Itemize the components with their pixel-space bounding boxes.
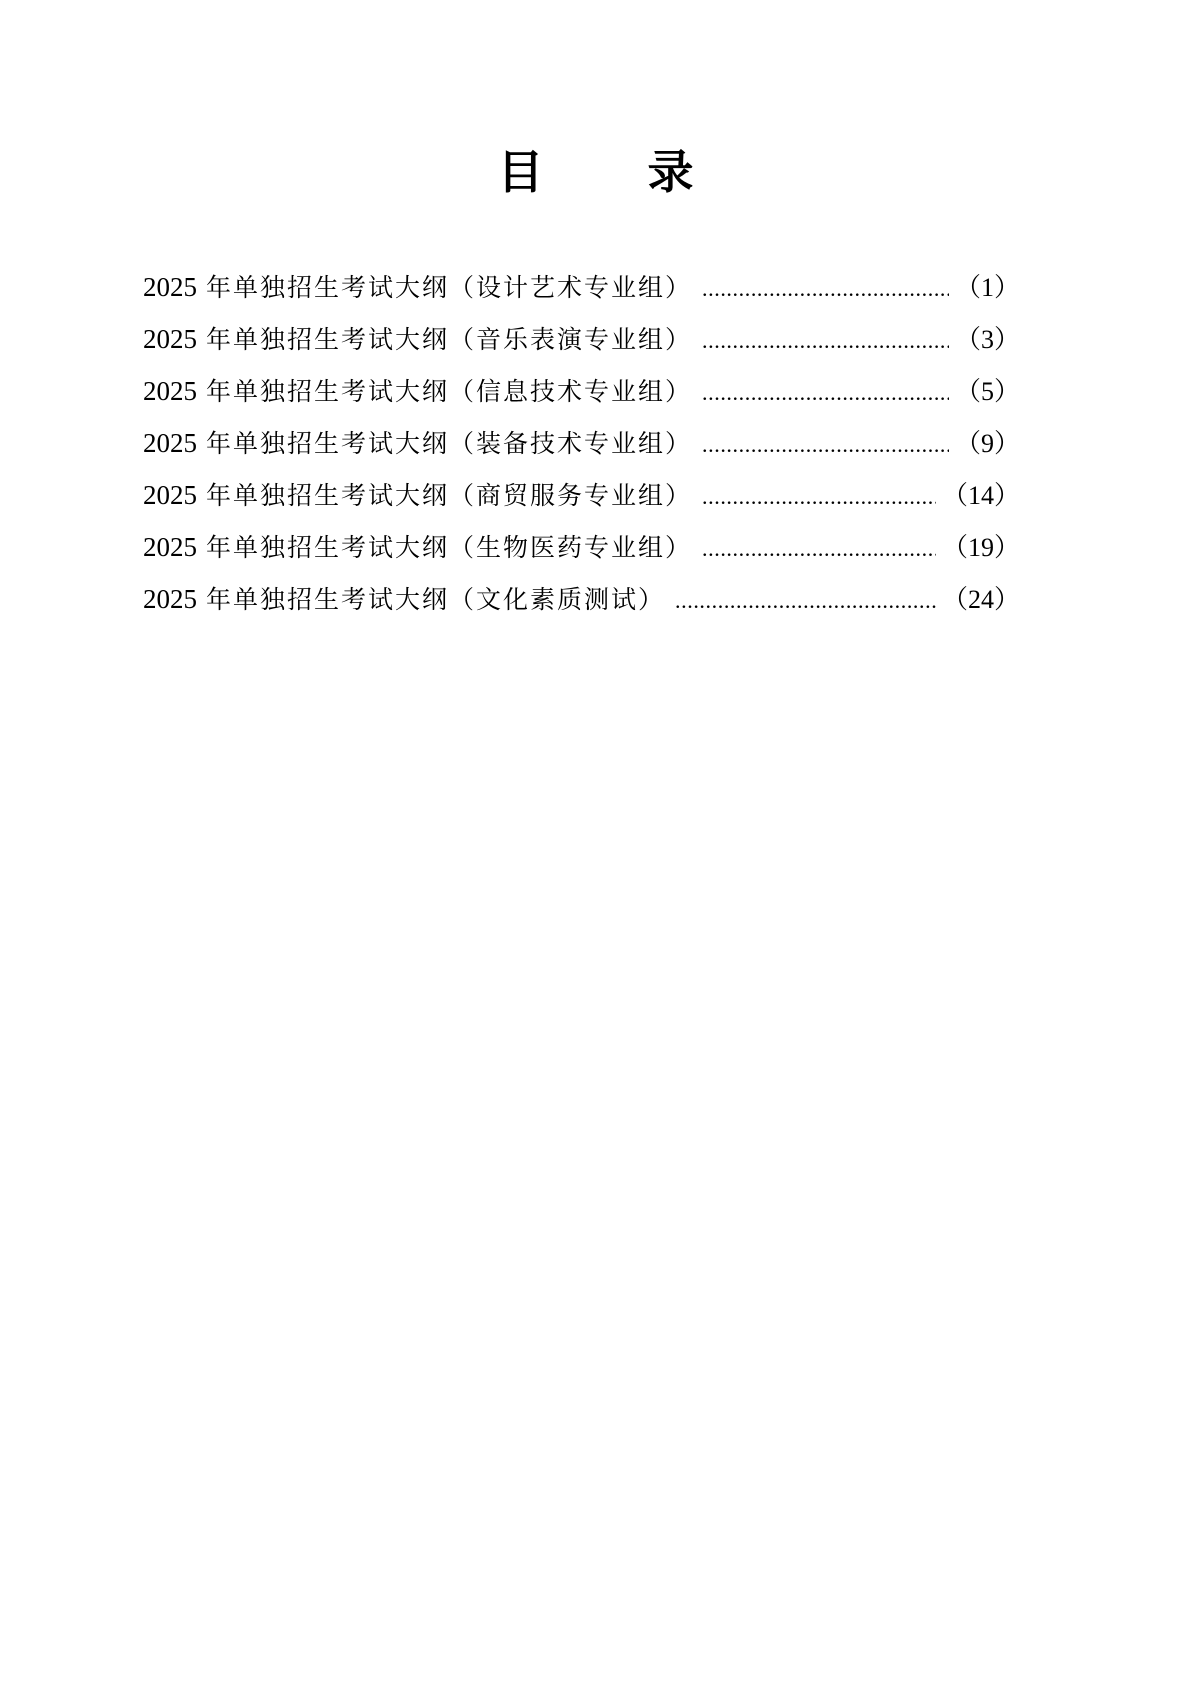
toc-entry-information-technology[interactable]: [143, 365, 1020, 417]
toc-entry-page-number: （1）: [954, 273, 1020, 302]
toc-entry-biomedicine[interactable]: [143, 521, 1020, 573]
toc-entry-page-number: （14）: [941, 481, 1020, 510]
toc-dot-leader: [702, 367, 949, 419]
toc-entry-year: 2025: [143, 428, 197, 458]
toc-entry-title: 年单独招生考试大纲（设计艺术专业组）: [206, 273, 693, 302]
toc-entry-page-number: （9）: [954, 429, 1020, 458]
toc-entry-year: 2025: [143, 584, 197, 614]
toc-entry-year: 2025: [143, 324, 197, 354]
toc-entry-commerce-service[interactable]: [143, 469, 1020, 521]
toc-dot-leader: [702, 263, 949, 315]
toc-entry-year: 2025: [143, 532, 197, 562]
toc-entry-title: 年单独招生考试大纲（音乐表演专业组）: [206, 325, 693, 354]
toc-entry-page-number: （19）: [941, 533, 1020, 562]
toc-entry-title: 年单独招生考试大纲（生物医药专业组）: [206, 533, 693, 562]
toc-entry-cultural-quality-test[interactable]: [143, 573, 1020, 625]
toc-entry-title: 年单独招生考试大纲（文化素质测试）: [206, 585, 666, 614]
toc-entry-title: 年单独招生考试大纲（装备技术专业组）: [206, 429, 693, 458]
toc-entry-year: 2025: [143, 272, 197, 302]
toc-entry-page-number: （5）: [954, 377, 1020, 406]
toc-entry-design-art[interactable]: [143, 261, 1020, 313]
page-title: 目 录: [497, 145, 738, 199]
toc-entry-title: 年单独招生考试大纲（信息技术专业组）: [206, 377, 693, 406]
toc-entry-year: 2025: [143, 376, 197, 406]
toc-entry-year: 2025: [143, 480, 197, 510]
toc-entry-title: 年单独招生考试大纲（商贸服务专业组）: [206, 481, 693, 510]
toc-dot-leader: [702, 315, 949, 367]
toc-entry-equipment-technology[interactable]: [143, 417, 1020, 469]
toc-entry-page-number: （3）: [954, 325, 1020, 354]
toc-entry-music-performance[interactable]: [143, 313, 1020, 365]
toc-dot-leader: [702, 523, 936, 575]
toc-dot-leader: [702, 471, 936, 523]
toc-dot-leader: [675, 575, 936, 627]
toc-dot-leader: [702, 419, 949, 471]
table-of-contents: [143, 261, 1020, 625]
toc-entry-page-number: （24）: [941, 585, 1020, 614]
